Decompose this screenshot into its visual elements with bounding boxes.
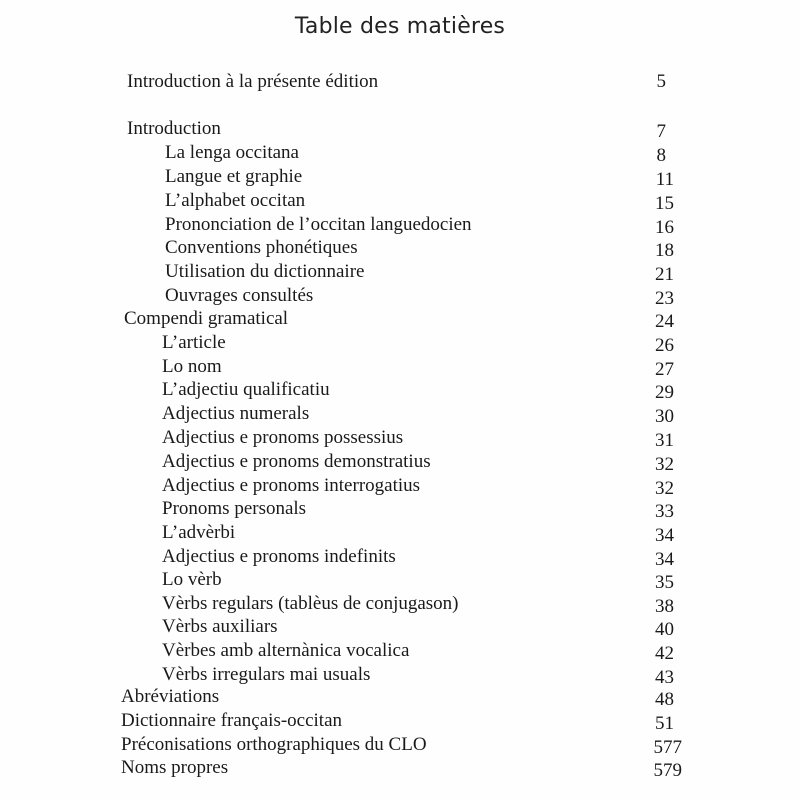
toc-entry-page: 26: [655, 335, 674, 356]
toc-entry-page: 38: [655, 596, 674, 617]
toc-entry: [0, 568, 800, 592]
toc-entry: [0, 592, 800, 616]
toc-entry: [0, 141, 800, 165]
toc-entry: [0, 615, 800, 639]
toc-entry: [0, 117, 800, 141]
toc-entry-label: Lo vèrb: [162, 569, 222, 590]
toc-entry-label: Adjectius e pronoms indefinits: [162, 546, 396, 567]
toc-entry-label: Compendi gramatical: [124, 308, 289, 329]
toc-entry-page: 32: [655, 478, 674, 499]
toc-entry: [0, 426, 800, 450]
toc-entry-label: Conventions phonétiques: [165, 237, 358, 258]
page-title: Table des matières: [294, 14, 506, 39]
toc-entry-label: Vèrbs auxiliars: [162, 616, 278, 637]
toc-entry-page: 16: [655, 217, 674, 238]
toc-entry-label: Vèrbs regulars (tablèus de conjugason): [162, 593, 459, 614]
toc-entry-label: L’alphabet occitan: [165, 190, 306, 211]
toc-entry: [0, 165, 800, 189]
toc-entry-label: Pronoms personals: [162, 498, 307, 519]
toc-entry-page: 31: [655, 430, 674, 451]
toc-entry-page: 5: [656, 71, 666, 92]
toc-entry-label: L’advèrbi: [162, 522, 236, 543]
toc-entry: [0, 663, 800, 687]
toc-entry-label: L’adjectiu qualificatiu: [162, 379, 330, 400]
toc-entry-page: 27: [655, 359, 674, 380]
toc-entry-page: 11: [655, 169, 674, 190]
toc-entry-page: 30: [655, 406, 674, 427]
toc-entry-label: Adjectius e pronoms interrogatius: [162, 475, 421, 496]
toc-entry-label: Préconisations orthographiques du CLO: [121, 734, 427, 755]
toc-entry: [0, 378, 800, 402]
toc-entry: [0, 70, 800, 94]
toc-entry-page: 43: [655, 667, 674, 688]
toc-entry: [0, 521, 800, 545]
toc-entry-label: Dictionnaire français-occitan: [121, 710, 343, 731]
toc-entry-page: 24: [655, 311, 674, 332]
toc-entry-label: Ouvrages consultés: [165, 285, 314, 306]
toc-entry: [0, 545, 800, 569]
toc-entry-page: 8: [656, 145, 666, 166]
toc-entry: [0, 639, 800, 663]
toc-entry: [0, 402, 800, 426]
toc-entry: [0, 331, 800, 355]
toc-entry-page: 40: [655, 619, 674, 640]
toc-entry-page: 42: [655, 643, 674, 664]
toc-entry: [0, 709, 800, 733]
toc-entry-label: Vèrbes amb alternànica vocalica: [162, 640, 410, 661]
toc-entry-label: Noms propres: [121, 757, 229, 778]
toc-entry: [0, 189, 800, 213]
toc-entry-label: L’article: [162, 332, 226, 353]
toc-entry-label: Lo nom: [162, 356, 222, 377]
toc-entry-page: 577: [653, 737, 682, 758]
toc-entry-page: 21: [655, 264, 674, 285]
toc-entry: [0, 307, 800, 331]
toc-entry-page: 29: [655, 382, 674, 403]
toc-entry-label: Introduction: [127, 118, 221, 139]
toc-entry: [0, 284, 800, 308]
toc-entry-page: 18: [655, 240, 674, 261]
toc-entry-page: 7: [656, 121, 666, 142]
toc-entry-page: 51: [655, 713, 674, 734]
toc-entry-page: 35: [655, 572, 674, 593]
toc-entry-label: Adjectius e pronoms demonstratius: [162, 451, 431, 472]
toc-entry-label: Prononciation de l’occitan languedocien: [165, 214, 472, 235]
toc-entry-page: 23: [655, 288, 674, 309]
toc-entry-label: Adjectius e pronoms possessius: [162, 427, 404, 448]
toc-entry-label: Langue et graphie: [165, 166, 303, 187]
toc-entry-label: Introduction à la présente édition: [127, 71, 379, 92]
toc-entry-label: Utilisation du dictionnaire: [165, 261, 365, 282]
toc-entry: [0, 213, 800, 237]
toc-entry-page: 34: [655, 525, 674, 546]
toc-entry-page: 48: [655, 689, 674, 710]
toc-entry-page: 32: [655, 454, 674, 475]
toc-entry-label: La lenga occitana: [165, 142, 299, 163]
toc-entry-label: Abréviations: [121, 686, 220, 707]
toc-entry-page: 15: [655, 193, 674, 214]
toc-entry: [0, 733, 800, 757]
toc-entry-label: Vèrbs irregulars mai usuals: [162, 664, 371, 685]
toc-entry: [0, 474, 800, 498]
toc-entry-label: Adjectius numerals: [162, 403, 310, 424]
toc-entry-page: 579: [653, 760, 682, 781]
toc-entry-page: 33: [655, 501, 674, 522]
toc-entry: [0, 497, 800, 521]
toc-entry-page: 34: [655, 549, 674, 570]
toc-entry: [0, 260, 800, 284]
toc-entry: [0, 450, 800, 474]
toc-entry: [0, 355, 800, 379]
toc-entry: [0, 685, 800, 709]
toc-entry: [0, 756, 800, 780]
toc-entry: [0, 236, 800, 260]
